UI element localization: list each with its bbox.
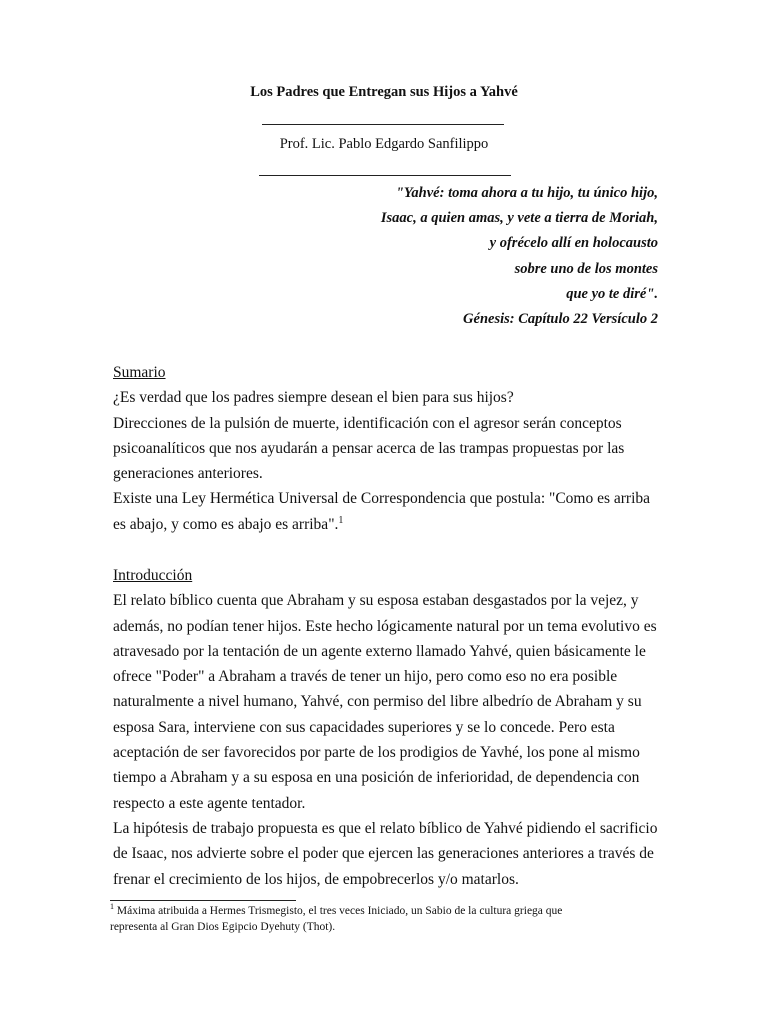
introduccion-heading: Introducción xyxy=(113,567,193,584)
epigraph-line: que yo te diré". xyxy=(566,285,658,302)
footnote-line xyxy=(110,904,670,920)
paragraph-line: esposa Sara, interviene con sus capacidades superiores y se lo concede. Pero esta xyxy=(113,718,615,736)
title-separator-top xyxy=(262,124,504,125)
sumario-section xyxy=(113,360,663,537)
paragraph-line: ofrece "Poder" a Abraham a través de tener un hijo, pero como eso no era posible xyxy=(113,668,618,686)
paragraph-line: tiempo a Abraham y a su esposa en una posición de inferioridad, de dependencia con xyxy=(113,769,640,787)
epigraph xyxy=(381,181,658,332)
footnote xyxy=(110,904,670,935)
paragraph-line: frenar el crecimiento de los hijos, de empobrecerlos y/o matarlos. xyxy=(113,870,519,888)
sumario-heading: Sumario xyxy=(113,364,166,381)
epigraph-line: y ofrécelo allí en holocausto xyxy=(489,235,658,252)
paragraph-line: de Isaac, nos advierte sobre el poder que ejercen las generaciones anteriores a través de xyxy=(113,845,654,863)
epigraph-line: Isaac, a quien amas, y vete a tierra de Moriah, xyxy=(380,210,658,227)
footnote-number: 1 xyxy=(110,902,114,912)
paragraph-line: respecto a este agente tentador. xyxy=(113,794,306,812)
paragraph-text: es abajo, y como es abajo es arriba". xyxy=(113,515,339,533)
document-title: Los Padres que Entregan sus Hijos a Yahvé xyxy=(250,84,518,100)
paragraph-line: psicoanalíticos que nos ayudarán a pensar acerca de las trampas propuestas por las xyxy=(113,439,625,457)
title-separator-bottom xyxy=(259,175,511,176)
footnote-separator xyxy=(110,900,296,901)
epigraph-line: "Yahvé: toma ahora a tu hijo, tu único hijo, xyxy=(395,185,658,201)
paragraph-line xyxy=(113,512,663,537)
paragraph-line: El relato bíblico cuenta que Abraham y su esposa estaban desgastados por la vejez, y xyxy=(113,592,639,610)
footnote-line: representa al Gran Dios Egipcio Dyehuty (Thot). xyxy=(110,920,336,933)
introduccion-section xyxy=(113,563,663,892)
footnote-text: Máxima atribuida a Hermes Trismegisto, el tres veces Iniciado, un Sabio de la cultura griega que xyxy=(114,905,563,917)
paragraph-line: ¿Es verdad que los padres siempre desean el bien para sus hijos? xyxy=(113,389,514,407)
paragraph-line: atravesado por la tentación de un agente externo llamado Yahvé, quien básicamente le xyxy=(113,642,646,660)
footnote-reference[interactable]: 1 xyxy=(338,514,344,526)
paragraph-line: además, no podían tener hijos. Este hecho lógicamente natural por un tema evolutivo es xyxy=(113,617,657,635)
document-author: Prof. Lic. Pablo Edgardo Sanfilippo xyxy=(279,136,489,152)
epigraph-line: sobre uno de los montes xyxy=(514,260,658,277)
paragraph-line: Existe una Ley Hermética Universal de Correspondencia que postula: "Como es arriba xyxy=(113,490,651,508)
paragraph-line: aceptación de ser favorecidos por parte de los prodigios de Yavhé, los pone al mismo xyxy=(113,744,640,762)
paragraph-line: generaciones anteriores. xyxy=(113,465,263,483)
paragraph-line: La hipótesis de trabajo propuesta es que el relato bíblico de Yahvé pidiendo el sacrificio xyxy=(113,819,658,837)
paragraph-line: Direcciones de la pulsión de muerte, identificación con el agresor serán conceptos xyxy=(113,414,622,432)
epigraph-citation: Génesis: Capítulo 22 Versículo 2 xyxy=(463,311,658,328)
paragraph-line: naturalmente a nivel humano, Yahvé, con permiso del libre albedrío de Abraham y su xyxy=(113,693,642,711)
